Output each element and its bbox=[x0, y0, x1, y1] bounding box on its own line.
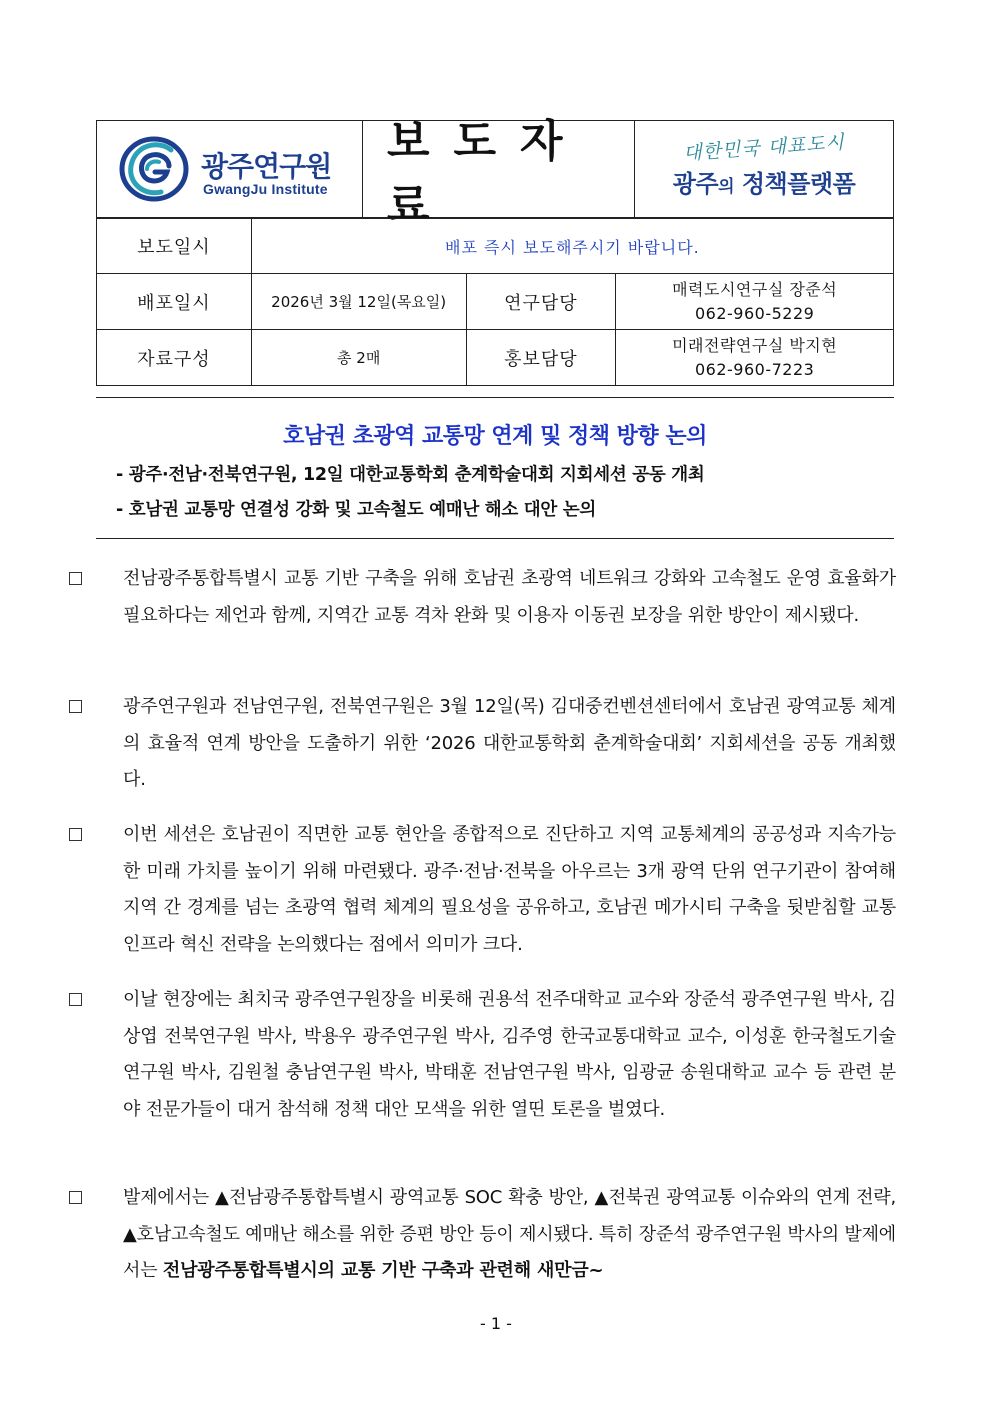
research-contact-line2: 062-960-5229 bbox=[694, 303, 815, 323]
org-name-ko: 광주연구원 bbox=[201, 150, 332, 183]
headline-title: 호남권 초광역 교통망 연계 및 정책 방향 논의 bbox=[283, 424, 707, 449]
composition-value: 총 2매 bbox=[251, 330, 466, 386]
checkbox-bullet-icon bbox=[69, 828, 82, 841]
body-paragraph-1 bbox=[96, 561, 896, 634]
body-paragraph-4 bbox=[96, 982, 896, 1128]
page-number: - 1 - bbox=[480, 1314, 512, 1333]
doc-type-cell bbox=[363, 116, 635, 231]
gwangju-institute-logo-icon bbox=[119, 136, 189, 202]
slogan-main-b: 의 bbox=[718, 177, 735, 197]
doc-type-title: 보도자료 bbox=[387, 116, 587, 231]
body-paragraph-5 bbox=[96, 1180, 896, 1290]
paragraph-bold-text: 전남광주통합특별시의 교통 기반 구축과 관련해 새만금~ bbox=[162, 1260, 604, 1281]
header-table bbox=[96, 116, 894, 231]
org-name-en: GwangJu Institute bbox=[203, 181, 328, 197]
pr-contact-line1: 미래전략연구실 박지현 bbox=[672, 335, 838, 355]
pr-contact-line2: 062-960-7223 bbox=[694, 359, 815, 379]
checkbox-bullet-icon bbox=[69, 1191, 82, 1204]
dist-label: 배포일시 bbox=[97, 274, 252, 330]
divider-top bbox=[96, 397, 894, 398]
release-row bbox=[97, 219, 894, 274]
pr-label: 홍보담당 bbox=[466, 330, 616, 386]
divider-bottom bbox=[96, 538, 894, 539]
checkbox-bullet-icon bbox=[69, 993, 82, 1006]
distribution-row bbox=[97, 274, 894, 330]
paragraph-text: 이번 세션은 호남권이 직면한 교통 현안을 종합적으로 진단하고 지역 교통체계의 공공성과 지속가능한 미래 가치를 높이기 위해 마련됐다. 광주·전남·전북을 아우르는 3개 광역 단위 연구기관이 참여해 지역 간 경계를 넘는 초광역 협력 체계의 필요성을 공유하고, 호남권 메가시티 구축을 뒷받침할 교통 인프라 혁신 전략을 논의했다는 점에서 의미가 크다. bbox=[123, 824, 896, 955]
headline-subtitle-2: - 호남권 교통망 연결성 강화 및 고속철도 예매난 해소 대안 논의 bbox=[116, 500, 597, 520]
research-contact-line1: 매력도시연구실 장준석 bbox=[672, 279, 838, 299]
research-label: 연구담당 bbox=[466, 274, 616, 330]
paragraph-text: 광주연구원과 전남연구원, 전북연구원은 3월 12일(목) 김대중컨벤션센터에서 호남권 광역교통 체계의 효율적 연계 방안을 도출하기 위한 ‘2026 대한교통학회 춘계학술대회’ 지회세션을 공동 개최했다. bbox=[123, 696, 896, 790]
slogan-main bbox=[673, 164, 856, 199]
slogan-main-c: 정책플랫폼 bbox=[734, 170, 856, 198]
dist-value: 2026년 3월 12일(목요일) bbox=[251, 274, 466, 330]
checkbox-bullet-icon bbox=[69, 700, 82, 713]
body-paragraph-3 bbox=[96, 817, 896, 963]
headline-subtitle-1: - 광주·전남·전북연구원, 12일 대한교통학회 춘계학술대회 지회세션 공동 개최 bbox=[116, 465, 705, 485]
paragraph-text: 이날 현장에는 최치국 광주연구원장을 비롯해 권용석 전주대학교 교수와 장준석 광주연구원 박사, 김상엽 전북연구원 박사, 박용우 광주연구원 박사, 김주영 한국교통대학교 교수, 이성훈 한국철도기술연구원 박사, 김원철 충남연구원 박사, 박태훈 전남연구원 박사, 임광균 송원대학교 교수 등 관련 분야 전문가들이 대거 참석해 정책 대안 모색을 위한 열띤 토론을 벌였다. bbox=[123, 989, 896, 1120]
slogan-top: 대한민국 대표도시 bbox=[682, 131, 846, 165]
body-paragraph-2 bbox=[96, 689, 896, 799]
pr-contact bbox=[616, 330, 894, 386]
slogan-cell bbox=[635, 121, 893, 217]
composition-label: 자료구성 bbox=[97, 330, 252, 386]
research-contact bbox=[616, 274, 894, 330]
paragraph-text: 발제에서는 ▲전남광주통합특별시 광역교통 SOC 확충 방안, ▲전북권 광역교통 이슈와의 연계 전략, ▲호남고속철도 예매난 해소를 위한 증편 방안 등이 제시됐다. 특히 장준석 광주연구원 박사의 발제에서는 bbox=[123, 1187, 896, 1281]
slogan-main-a: 광주 bbox=[672, 170, 719, 198]
composition-row bbox=[97, 330, 894, 386]
release-info-table bbox=[96, 218, 894, 386]
release-value: 배포 즉시 보도해주시기 바랍니다. bbox=[251, 219, 893, 274]
logo-cell bbox=[97, 121, 363, 217]
paragraph-text: 전남광주통합특별시 교통 기반 구축을 위해 호남권 초광역 네트워크 강화와 고속철도 운영 효율화가 필요하다는 제언과 함께, 지역간 교통 격차 완화 및 이용자 이동권 보장을 위한 방안이 제시됐다. bbox=[123, 568, 896, 626]
release-label: 보도일시 bbox=[97, 219, 252, 274]
checkbox-bullet-icon bbox=[69, 572, 82, 585]
